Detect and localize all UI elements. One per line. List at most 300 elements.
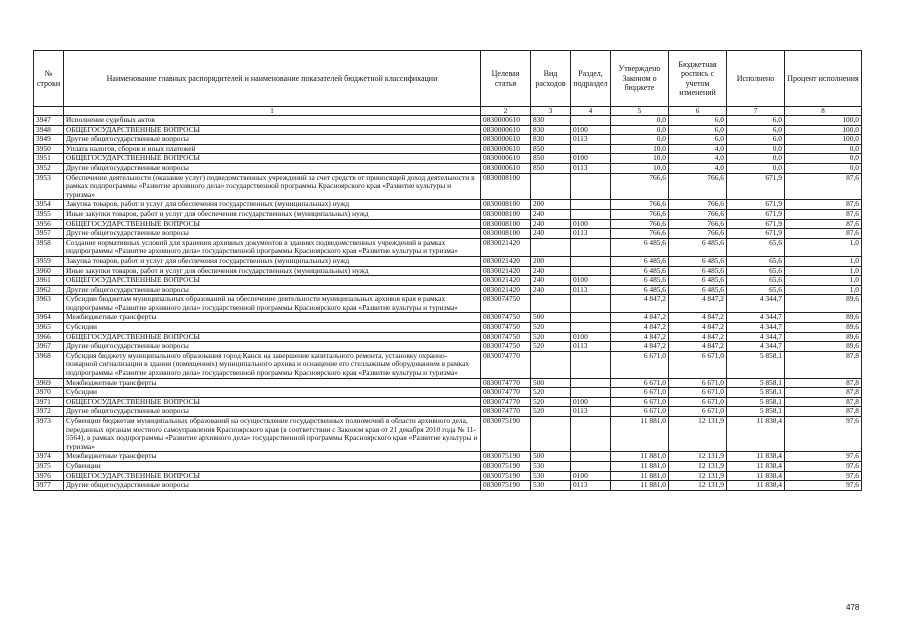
row-target-article: 0830008100: [481, 219, 531, 229]
table-row: [34, 388, 862, 398]
row-number: 3965: [34, 323, 64, 333]
row-percent: 89,6: [785, 332, 862, 342]
row-percent: 89,6: [785, 342, 862, 352]
row-number: 3975: [34, 461, 64, 471]
row-executed: 671,9: [727, 173, 785, 200]
table-row: [34, 116, 862, 126]
table-row: [34, 163, 862, 173]
row-budget-list: 12 131,9: [669, 481, 727, 491]
row-section: 0113: [571, 229, 611, 239]
header-name: Наименование главных распорядителей и наименование показателей бюджетной классификации: [64, 51, 481, 107]
row-budget-list: 6,0: [669, 125, 727, 135]
row-number: 3971: [34, 397, 64, 407]
row-executed: 4 344,7: [727, 323, 785, 333]
row-target-article: 0830000610: [481, 163, 531, 173]
row-name: Создание нормативных условий для хранения архивных документов в зданиях подведомственных учреждений в рамках подпрограммы «Развитие архивного дела» государственной программы Красноярского края «Развитие культуры и туризма»: [64, 238, 481, 256]
col-number-1: 1: [64, 107, 481, 116]
row-name: Другие общегосударственные вопросы: [64, 135, 481, 145]
row-approved: 6 671,0: [611, 388, 669, 398]
row-section: [571, 378, 611, 388]
row-executed: 671,9: [727, 209, 785, 219]
row-approved: 6 485,6: [611, 256, 669, 266]
row-name: ОБЩЕГОСУДАРСТВЕННЫЕ ВОПРОСЫ: [64, 154, 481, 164]
col-number-6: 6: [669, 107, 727, 116]
row-number: 3952: [34, 163, 64, 173]
row-name: Межбюджетные трансферты: [64, 378, 481, 388]
row-target-article: 0830021420: [481, 285, 531, 295]
row-percent: 87,6: [785, 200, 862, 210]
header-row-number: № строки: [34, 51, 64, 107]
row-expense-type: 520: [531, 388, 571, 398]
row-approved: 6 485,6: [611, 276, 669, 286]
row-executed: 11 838,4: [727, 417, 785, 452]
row-target-article: 0830008100: [481, 229, 531, 239]
row-target-article: 0830008100: [481, 173, 531, 200]
row-budget-list: 4,0: [669, 144, 727, 154]
row-target-article: 0830000610: [481, 144, 531, 154]
row-name: Обеспечение деятельности (оказание услуг) подведомственных учреждений за счет средств от приносящей доход деятельности в рамках подпрограммы «Развитие архивного дела» государственной программы Красноярского края «Развитие культуры и туризма»: [64, 173, 481, 200]
row-executed: 11 838,4: [727, 471, 785, 481]
col-number-2: 2: [481, 107, 531, 116]
row-target-article: 0830008100: [481, 209, 531, 219]
row-approved: 6 671,0: [611, 378, 669, 388]
col-number-3: 3: [531, 107, 571, 116]
row-section: [571, 388, 611, 398]
row-executed: 4 344,7: [727, 313, 785, 323]
row-name: Иные закупки товаров, работ и услуг для обеспечения государственных (муниципальных) нужд: [64, 266, 481, 276]
row-budget-list: 6 485,6: [669, 285, 727, 295]
row-percent: 87,8: [785, 407, 862, 417]
row-section: 0113: [571, 342, 611, 352]
row-target-article: 0830021420: [481, 266, 531, 276]
row-expense-type: 830: [531, 125, 571, 135]
row-target-article: 0830000610: [481, 116, 531, 126]
row-expense-type: 850: [531, 154, 571, 164]
row-expense-type: 240: [531, 276, 571, 286]
row-name: Закупка товаров, работ и услуг для обеспечения государственных (муниципальных) нужд: [64, 200, 481, 210]
row-name: Иные закупки товаров, работ и услуг для обеспечения государственных (муниципальных) нужд: [64, 209, 481, 219]
row-percent: 1,0: [785, 238, 862, 256]
row-number: 3962: [34, 285, 64, 295]
row-percent: 1,0: [785, 266, 862, 276]
row-budget-list: 4 847,2: [669, 332, 727, 342]
row-percent: 97,6: [785, 481, 862, 491]
row-executed: 65,6: [727, 266, 785, 276]
row-percent: 87,8: [785, 378, 862, 388]
table-row: [34, 256, 862, 266]
table-header-row: [34, 51, 862, 107]
row-name: ОБЩЕГОСУДАРСТВЕННЫЕ ВОПРОСЫ: [64, 125, 481, 135]
row-number: 3950: [34, 144, 64, 154]
row-executed: 5 858,1: [727, 407, 785, 417]
row-number: 3960: [34, 266, 64, 276]
row-approved: 10,0: [611, 154, 669, 164]
table-row: [34, 154, 862, 164]
row-expense-type: 500: [531, 313, 571, 323]
row-approved: 4 847,2: [611, 332, 669, 342]
row-budget-list: 4 847,2: [669, 323, 727, 333]
row-expense-type: 830: [531, 116, 571, 126]
row-section: [571, 200, 611, 210]
row-expense-type: 520: [531, 407, 571, 417]
row-percent: 0,0: [785, 144, 862, 154]
row-executed: 65,6: [727, 256, 785, 266]
row-executed: 5 858,1: [727, 397, 785, 407]
row-budget-list: 6 671,0: [669, 378, 727, 388]
row-budget-list: 766,6: [669, 209, 727, 219]
table-row: [34, 471, 862, 481]
table-row: [34, 219, 862, 229]
row-expense-type: 520: [531, 397, 571, 407]
row-approved: 10,0: [611, 144, 669, 154]
table-body: [34, 116, 862, 491]
row-number: 3968: [34, 351, 64, 378]
table-row: [34, 295, 862, 313]
row-expense-type: 240: [531, 219, 571, 229]
row-approved: 766,6: [611, 209, 669, 219]
row-section: [571, 351, 611, 378]
row-approved: 6 671,0: [611, 397, 669, 407]
row-target-article: 0830021420: [481, 238, 531, 256]
row-percent: 89,6: [785, 295, 862, 313]
page-number: 478: [846, 603, 860, 612]
row-percent: 1,0: [785, 285, 862, 295]
row-section: 0100: [571, 471, 611, 481]
row-budget-list: 12 131,9: [669, 417, 727, 452]
header-approved: Утверждено Законом о бюджете: [611, 51, 669, 107]
table-row: [34, 173, 862, 200]
row-expense-type: [531, 238, 571, 256]
table-row: [34, 351, 862, 378]
row-target-article: 0830075190: [481, 481, 531, 491]
row-percent: 89,6: [785, 313, 862, 323]
row-approved: 766,6: [611, 173, 669, 200]
row-number: 3948: [34, 125, 64, 135]
row-budget-list: 4 847,2: [669, 342, 727, 352]
table-row: [34, 452, 862, 462]
row-budget-list: 6,0: [669, 116, 727, 126]
row-name: Исполнение судебных актов: [64, 116, 481, 126]
row-target-article: 0830074770: [481, 351, 531, 378]
row-approved: 11 881,0: [611, 452, 669, 462]
row-executed: 0,0: [727, 154, 785, 164]
row-number: 3963: [34, 295, 64, 313]
row-budget-list: 12 131,9: [669, 461, 727, 471]
table-row: [34, 397, 862, 407]
row-budget-list: 4,0: [669, 163, 727, 173]
row-target-article: 0830074750: [481, 342, 531, 352]
row-name: Другие общегосударственные вопросы: [64, 481, 481, 491]
col-number-7: 7: [727, 107, 785, 116]
row-section: 0113: [571, 407, 611, 417]
row-section: [571, 461, 611, 471]
row-section: 0100: [571, 125, 611, 135]
row-target-article: 0830075190: [481, 417, 531, 452]
row-number: 3967: [34, 342, 64, 352]
row-approved: 4 847,2: [611, 313, 669, 323]
row-number: 3969: [34, 378, 64, 388]
table-row: [34, 125, 862, 135]
row-section: 0113: [571, 135, 611, 145]
row-executed: 6,0: [727, 125, 785, 135]
row-approved: 11 881,0: [611, 481, 669, 491]
row-percent: 100,0: [785, 135, 862, 145]
row-budget-list: 6 671,0: [669, 397, 727, 407]
table-row: [34, 266, 862, 276]
row-section: [571, 266, 611, 276]
row-number: 3949: [34, 135, 64, 145]
header-target-article: Целевая статья: [481, 51, 531, 107]
row-percent: 87,6: [785, 229, 862, 239]
row-budget-list: 6 485,6: [669, 238, 727, 256]
row-expense-type: 240: [531, 209, 571, 219]
row-percent: 89,6: [785, 323, 862, 333]
row-approved: 0,0: [611, 116, 669, 126]
row-name: Уплата налогов, сборов и иных платежей: [64, 144, 481, 154]
row-number: 3951: [34, 154, 64, 164]
row-approved: 4 847,2: [611, 342, 669, 352]
row-budget-list: 766,6: [669, 173, 727, 200]
column-number-row: [34, 107, 862, 116]
row-target-article: 0830075190: [481, 452, 531, 462]
header-expense-type: Вид расходов: [531, 51, 571, 107]
row-section: 0113: [571, 285, 611, 295]
row-approved: 6 485,6: [611, 285, 669, 295]
row-name: ОБЩЕГОСУДАРСТВЕННЫЕ ВОПРОСЫ: [64, 471, 481, 481]
row-approved: 6 671,0: [611, 407, 669, 417]
row-section: [571, 295, 611, 313]
row-executed: 671,9: [727, 219, 785, 229]
row-name: ОБЩЕГОСУДАРСТВЕННЫЕ ВОПРОСЫ: [64, 276, 481, 286]
row-name: Субвенции: [64, 461, 481, 471]
row-section: [571, 256, 611, 266]
row-name: Субвенции бюджетам муниципальных образований на осуществление государственных полномочий в области архивного дела, переданных органам местного самоуправления Красноярского края (в соответствии с Законом края от 21 декабря 2010 года № 11-5564), в рамках подпрограммы «Развитие архивного дела» государственной программы Красноярского края «Развитие культуры и туризма»: [64, 417, 481, 452]
row-number: 3966: [34, 332, 64, 342]
row-approved: 11 881,0: [611, 471, 669, 481]
row-expense-type: 530: [531, 461, 571, 471]
row-expense-type: 850: [531, 144, 571, 154]
row-section: [571, 452, 611, 462]
row-executed: 65,6: [727, 276, 785, 286]
row-name: Другие общегосударственные вопросы: [64, 407, 481, 417]
row-target-article: 0830074750: [481, 323, 531, 333]
row-section: [571, 417, 611, 452]
row-target-article: 0830074750: [481, 332, 531, 342]
row-expense-type: 530: [531, 471, 571, 481]
table-row: [34, 313, 862, 323]
header-budget-list: Бюджетная роспись с учетом изменений: [669, 51, 727, 107]
row-section: 0100: [571, 332, 611, 342]
row-approved: 766,6: [611, 229, 669, 239]
row-budget-list: 12 131,9: [669, 471, 727, 481]
row-executed: 11 838,4: [727, 461, 785, 471]
row-number: 3947: [34, 116, 64, 126]
row-target-article: 0830021420: [481, 276, 531, 286]
col-number-4: 4: [571, 107, 611, 116]
row-name: Другие общегосударственные вопросы: [64, 342, 481, 352]
row-executed: 5 858,1: [727, 388, 785, 398]
row-expense-type: 200: [531, 256, 571, 266]
row-approved: 0,0: [611, 125, 669, 135]
row-executed: 11 838,4: [727, 481, 785, 491]
table-row: [34, 209, 862, 219]
row-number: 3974: [34, 452, 64, 462]
row-percent: 87,8: [785, 351, 862, 378]
row-executed: 65,6: [727, 238, 785, 256]
table-row: [34, 378, 862, 388]
header-executed: Исполнено: [727, 51, 785, 107]
row-percent: 100,0: [785, 125, 862, 135]
row-expense-type: [531, 295, 571, 313]
row-expense-type: [531, 351, 571, 378]
row-budget-list: 4 847,2: [669, 313, 727, 323]
row-approved: 6 485,6: [611, 266, 669, 276]
row-executed: 671,9: [727, 229, 785, 239]
row-percent: 97,6: [785, 461, 862, 471]
row-section: [571, 173, 611, 200]
row-number: 3976: [34, 471, 64, 481]
table-row: [34, 135, 862, 145]
row-section: [571, 209, 611, 219]
row-name: Межбюджетные трансферты: [64, 313, 481, 323]
row-executed: 6,0: [727, 135, 785, 145]
row-percent: 97,6: [785, 471, 862, 481]
row-approved: 4 847,2: [611, 295, 669, 313]
row-section: 0100: [571, 154, 611, 164]
row-target-article: 0830074770: [481, 407, 531, 417]
col-number-5: 5: [611, 107, 669, 116]
row-percent: 1,0: [785, 276, 862, 286]
row-target-article: 0830074750: [481, 295, 531, 313]
row-number: 3961: [34, 276, 64, 286]
row-expense-type: 520: [531, 323, 571, 333]
row-approved: 10,0: [611, 163, 669, 173]
row-name: ОБЩЕГОСУДАРСТВЕННЫЕ ВОПРОСЫ: [64, 219, 481, 229]
row-name: Другие общегосударственные вопросы: [64, 285, 481, 295]
row-executed: 4 344,7: [727, 295, 785, 313]
row-section: 0113: [571, 481, 611, 491]
row-executed: 11 838,4: [727, 452, 785, 462]
row-percent: 0,0: [785, 163, 862, 173]
row-executed: 4 344,7: [727, 332, 785, 342]
row-executed: 0,0: [727, 163, 785, 173]
row-expense-type: 530: [531, 481, 571, 491]
row-section: [571, 116, 611, 126]
row-number: 3964: [34, 313, 64, 323]
table-row: [34, 481, 862, 491]
row-expense-type: 200: [531, 200, 571, 210]
row-approved: 6 671,0: [611, 351, 669, 378]
row-name: Межбюджетные трансферты: [64, 452, 481, 462]
row-target-article: 0830074750: [481, 313, 531, 323]
row-approved: 11 881,0: [611, 417, 669, 452]
row-name: ОБЩЕГОСУДАРСТВЕННЫЕ ВОПРОСЫ: [64, 397, 481, 407]
row-executed: 6,0: [727, 116, 785, 126]
row-budget-list: 766,6: [669, 229, 727, 239]
col-number-8: 8: [785, 107, 862, 116]
row-expense-type: 830: [531, 135, 571, 145]
row-budget-list: 4,0: [669, 154, 727, 164]
row-section: [571, 238, 611, 256]
row-target-article: 0830000610: [481, 135, 531, 145]
row-percent: 87,6: [785, 219, 862, 229]
row-number: 3959: [34, 256, 64, 266]
row-expense-type: 500: [531, 452, 571, 462]
row-executed: 4 344,7: [727, 342, 785, 352]
table-row: [34, 276, 862, 286]
row-budget-list: 766,6: [669, 200, 727, 210]
table-row: [34, 200, 862, 210]
row-name: ОБЩЕГОСУДАРСТВЕННЫЕ ВОПРОСЫ: [64, 332, 481, 342]
row-number: 3972: [34, 407, 64, 417]
row-number: 3973: [34, 417, 64, 452]
row-percent: 1,0: [785, 256, 862, 266]
row-budget-list: 12 131,9: [669, 452, 727, 462]
row-expense-type: 240: [531, 266, 571, 276]
header-section: Раздел, подраздел: [571, 51, 611, 107]
row-name: Субсидии бюджетам муниципальных образований на обеспечение деятельности муниципальных архивов края в рамках подпрограммы «Развитие архивного дела» государственной программы Красноярского края «Развитие культуры и туризма»: [64, 295, 481, 313]
row-target-article: 0830074770: [481, 397, 531, 407]
row-target-article: 0830075190: [481, 471, 531, 481]
table-row: [34, 323, 862, 333]
row-number: 3970: [34, 388, 64, 398]
row-section: [571, 144, 611, 154]
row-expense-type: 520: [531, 332, 571, 342]
table-row: [34, 144, 862, 154]
row-section: 0100: [571, 276, 611, 286]
row-section: 0113: [571, 163, 611, 173]
table-row: [34, 332, 862, 342]
table-row: [34, 238, 862, 256]
row-name: Другие общегосударственные вопросы: [64, 163, 481, 173]
row-target-article: 0830075190: [481, 461, 531, 471]
row-budget-list: 766,6: [669, 219, 727, 229]
row-number: 3977: [34, 481, 64, 491]
row-target-article: 0830000610: [481, 154, 531, 164]
row-executed: 5 858,1: [727, 378, 785, 388]
row-budget-list: 4 847,2: [669, 295, 727, 313]
row-expense-type: 240: [531, 229, 571, 239]
row-percent: 97,6: [785, 417, 862, 452]
budget-table: [33, 50, 862, 491]
row-target-article: 0830074770: [481, 388, 531, 398]
row-expense-type: [531, 417, 571, 452]
table-row: [34, 461, 862, 471]
row-percent: 0,0: [785, 154, 862, 164]
row-budget-list: 6 485,6: [669, 266, 727, 276]
row-percent: 100,0: [785, 116, 862, 126]
table-row: [34, 229, 862, 239]
row-name: Субсидии: [64, 388, 481, 398]
row-executed: 65,6: [727, 285, 785, 295]
row-section: 0100: [571, 397, 611, 407]
col-number-0: [34, 107, 64, 116]
row-section: [571, 313, 611, 323]
row-name: Субсидии: [64, 323, 481, 333]
row-approved: 0,0: [611, 135, 669, 145]
table-row: [34, 285, 862, 295]
table-row: [34, 417, 862, 452]
row-approved: 4 847,2: [611, 323, 669, 333]
row-budget-list: 6 485,6: [669, 256, 727, 266]
row-number: 3954: [34, 200, 64, 210]
row-number: 3957: [34, 229, 64, 239]
row-percent: 97,6: [785, 452, 862, 462]
row-budget-list: 6 671,0: [669, 407, 727, 417]
row-approved: 11 881,0: [611, 461, 669, 471]
row-section: [571, 323, 611, 333]
row-approved: 766,6: [611, 219, 669, 229]
